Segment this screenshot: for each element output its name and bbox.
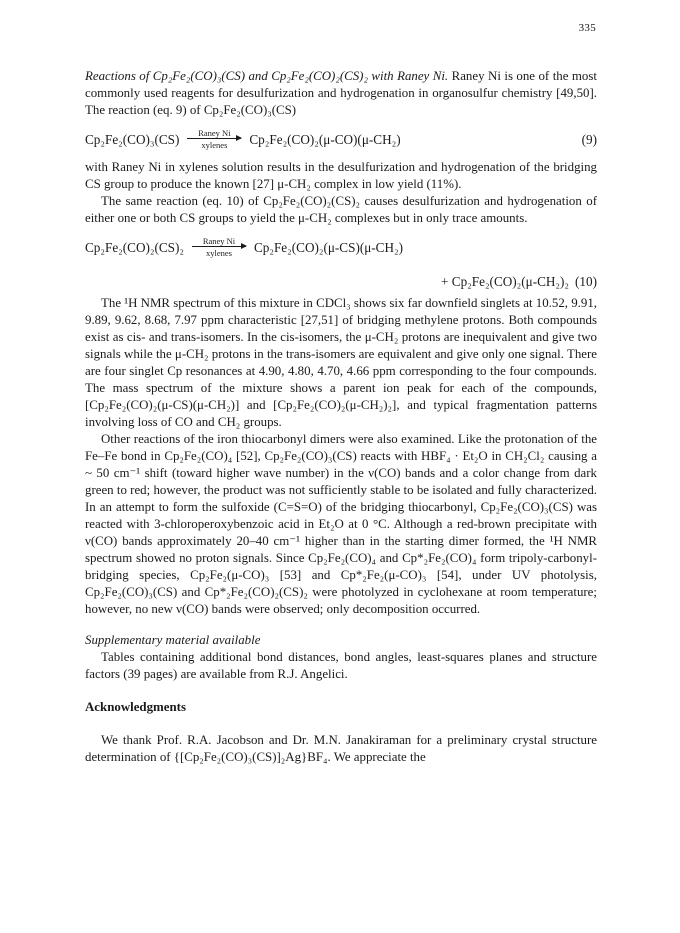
equation-9-reagent: Raney Ni xyxy=(198,127,231,138)
paragraph-nmr: The ¹H NMR spectrum of this mixture in CDCl₃ shows six far downfield singlets at 10.52, 9.91, 9.89, 9.62, 8.68, 7.97 ppm characteristic [27,51] of bridging methylene protons. Both compounds exist as cis- and trans-isomers. In the cis-isomers, the μ-CH₂ protons are inequivalent and give two signals while the μ-CH₂ protons in the trans-isomers are equivalent and give only one signal. There are four singlet Cp resonances at 4.90, 4.80, 4.70, 4.66 ppm corresponding to the four compounds. The mass spectrum of the mixture shows a parent ion peak for each of the compounds, [Cp₂Fe₂(CO)₂(μ-CS)(μ-CH₂)] and [Cp₂Fe₂(CO)₂(μ-CH₂)₂], and typical fragmentation patterns involving loss of CO and CH₂ groups. xyxy=(85,296,598,429)
equation-10-reactant: Cp₂Fe₂(CO)₂(CS)₂ xyxy=(85,239,184,255)
supplementary-text: Tables containing additional bond distances, bond angles, least-squares planes and structure factors (39 pages) are available from R.J. Angelici. xyxy=(85,650,597,681)
equation-10-solvent: xylenes xyxy=(206,248,232,258)
equation-9-reactant: Cp₂Fe₂(CO)₃(CS) xyxy=(85,131,180,147)
equation-10-product-1: Cp₂Fe₂(CO)₂(μ-CS)(μ-CH₂) xyxy=(253,239,403,255)
equation-10-arrow xyxy=(192,237,246,258)
equation-10-product-2: + Cp₂Fe₂(CO)₂(μ-CH₂)₂ xyxy=(441,273,570,289)
supplementary-heading: Supplementary material available xyxy=(85,633,261,647)
reaction-arrow-icon xyxy=(192,246,246,247)
reaction-arrow-icon xyxy=(187,138,241,139)
equation-10-reagent: Raney Ni xyxy=(202,235,236,246)
paragraph-after-eq9: with Raney Ni in xylenes solution results in the desulfurization and hydrogenation of the bridging CS group to produce the known [27] μ-CH₂ complex in low yield (11%). xyxy=(85,160,597,191)
article-body xyxy=(85,68,597,766)
equation-9-arrow xyxy=(187,129,241,150)
paragraph-raney-text: Raney Ni is one of the most commonly used reagents for desulfurization and hydrogenation in organosulfur chemistry [49,50]. The reaction (eq. 9) of Cp₂Fe₂(CO)₃(CS) xyxy=(85,69,597,117)
equation-9-solvent: xylenes xyxy=(201,140,228,150)
equation-10-number: (10) xyxy=(575,273,597,289)
paragraph-raney-heading: Reactions of Cp₂Fe₂(CO)₃(CS) and Cp₂Fe₂(CO)₂(CS)₂ with Raney Ni. xyxy=(85,69,449,83)
equation-9-product: Cp₂Fe₂(CO)₂(μ-CO)(μ-CH₂) xyxy=(249,131,401,147)
equation-9 xyxy=(85,119,597,159)
paragraph-raney xyxy=(85,68,597,119)
equation-10-continuation xyxy=(85,267,597,295)
page-number: 335 xyxy=(578,22,596,34)
acknowledgments-heading: Acknowledgments xyxy=(85,700,186,714)
acknowledgments-text: We thank Prof. R.A. Jacobson and Dr. M.N. Janakiraman for a preliminary crystal structure determination of {[Cp₂Fe₂(CO)₃(CS)]₂Ag}BF₄. We appreciate the xyxy=(85,733,597,764)
equation-9-number: (9) xyxy=(581,131,597,147)
paragraph-same-reaction: The same reaction (eq. 10) of Cp₂Fe₂(CO)₂(CS)₂ causes desulfurization and hydrogenation of either one or both CS groups to yield the μ-CH₂ complexes but in only trace amounts. xyxy=(85,194,597,225)
paragraph-other-reactions: Other reactions of the iron thiocarbonyl dimers were also examined. Like the protonation of the Fe–Fe bond in Cp₂Fe₂(CO)₄ [52], Cp₂Fe₂(CO)₃(CS) reacts with HBF₄ · Et₂O in CH₂Cl₂ causing a ~ 50 cm⁻¹ shift (toward higher wave number) in the ν(CO) bands and a color change from dark green to red; however, the product was not sufficiently stable to be isolated and fully characterized. In an attempt to form the sulfoxide (C=S=O) of the bridging thiocarbonyl, Cp₂Fe₂(CO)₃(CS) was reacted with 3-chloroperoxybenzoic acid in Et₂O at 0 °C. Although a red-brown precipitate with ν(CO) bands approximately 20–40 cm⁻¹ higher than in the starting dimer formed, the ¹H NMR spectrum showed no proton signals. Since Cp₂Fe₂(CO)₄ and Cp*₂Fe₂(CO)₄ form tripoly-carbonyl-bridging species, Cp₂Fe₂(μ-CO)₃ [53] and Cp*₂Fe₂(μ-CO)₃ [54], under UV photolysis, Cp₂Fe₂(CO)₃(CS) and Cp*₂Fe₂(CO)₂(CS)₂ were photolyzed in cyclohexane at room temperature; however, no new ν(CO) bands were observed; only decomposition occurred. xyxy=(85,432,597,616)
equation-10 xyxy=(85,227,597,267)
